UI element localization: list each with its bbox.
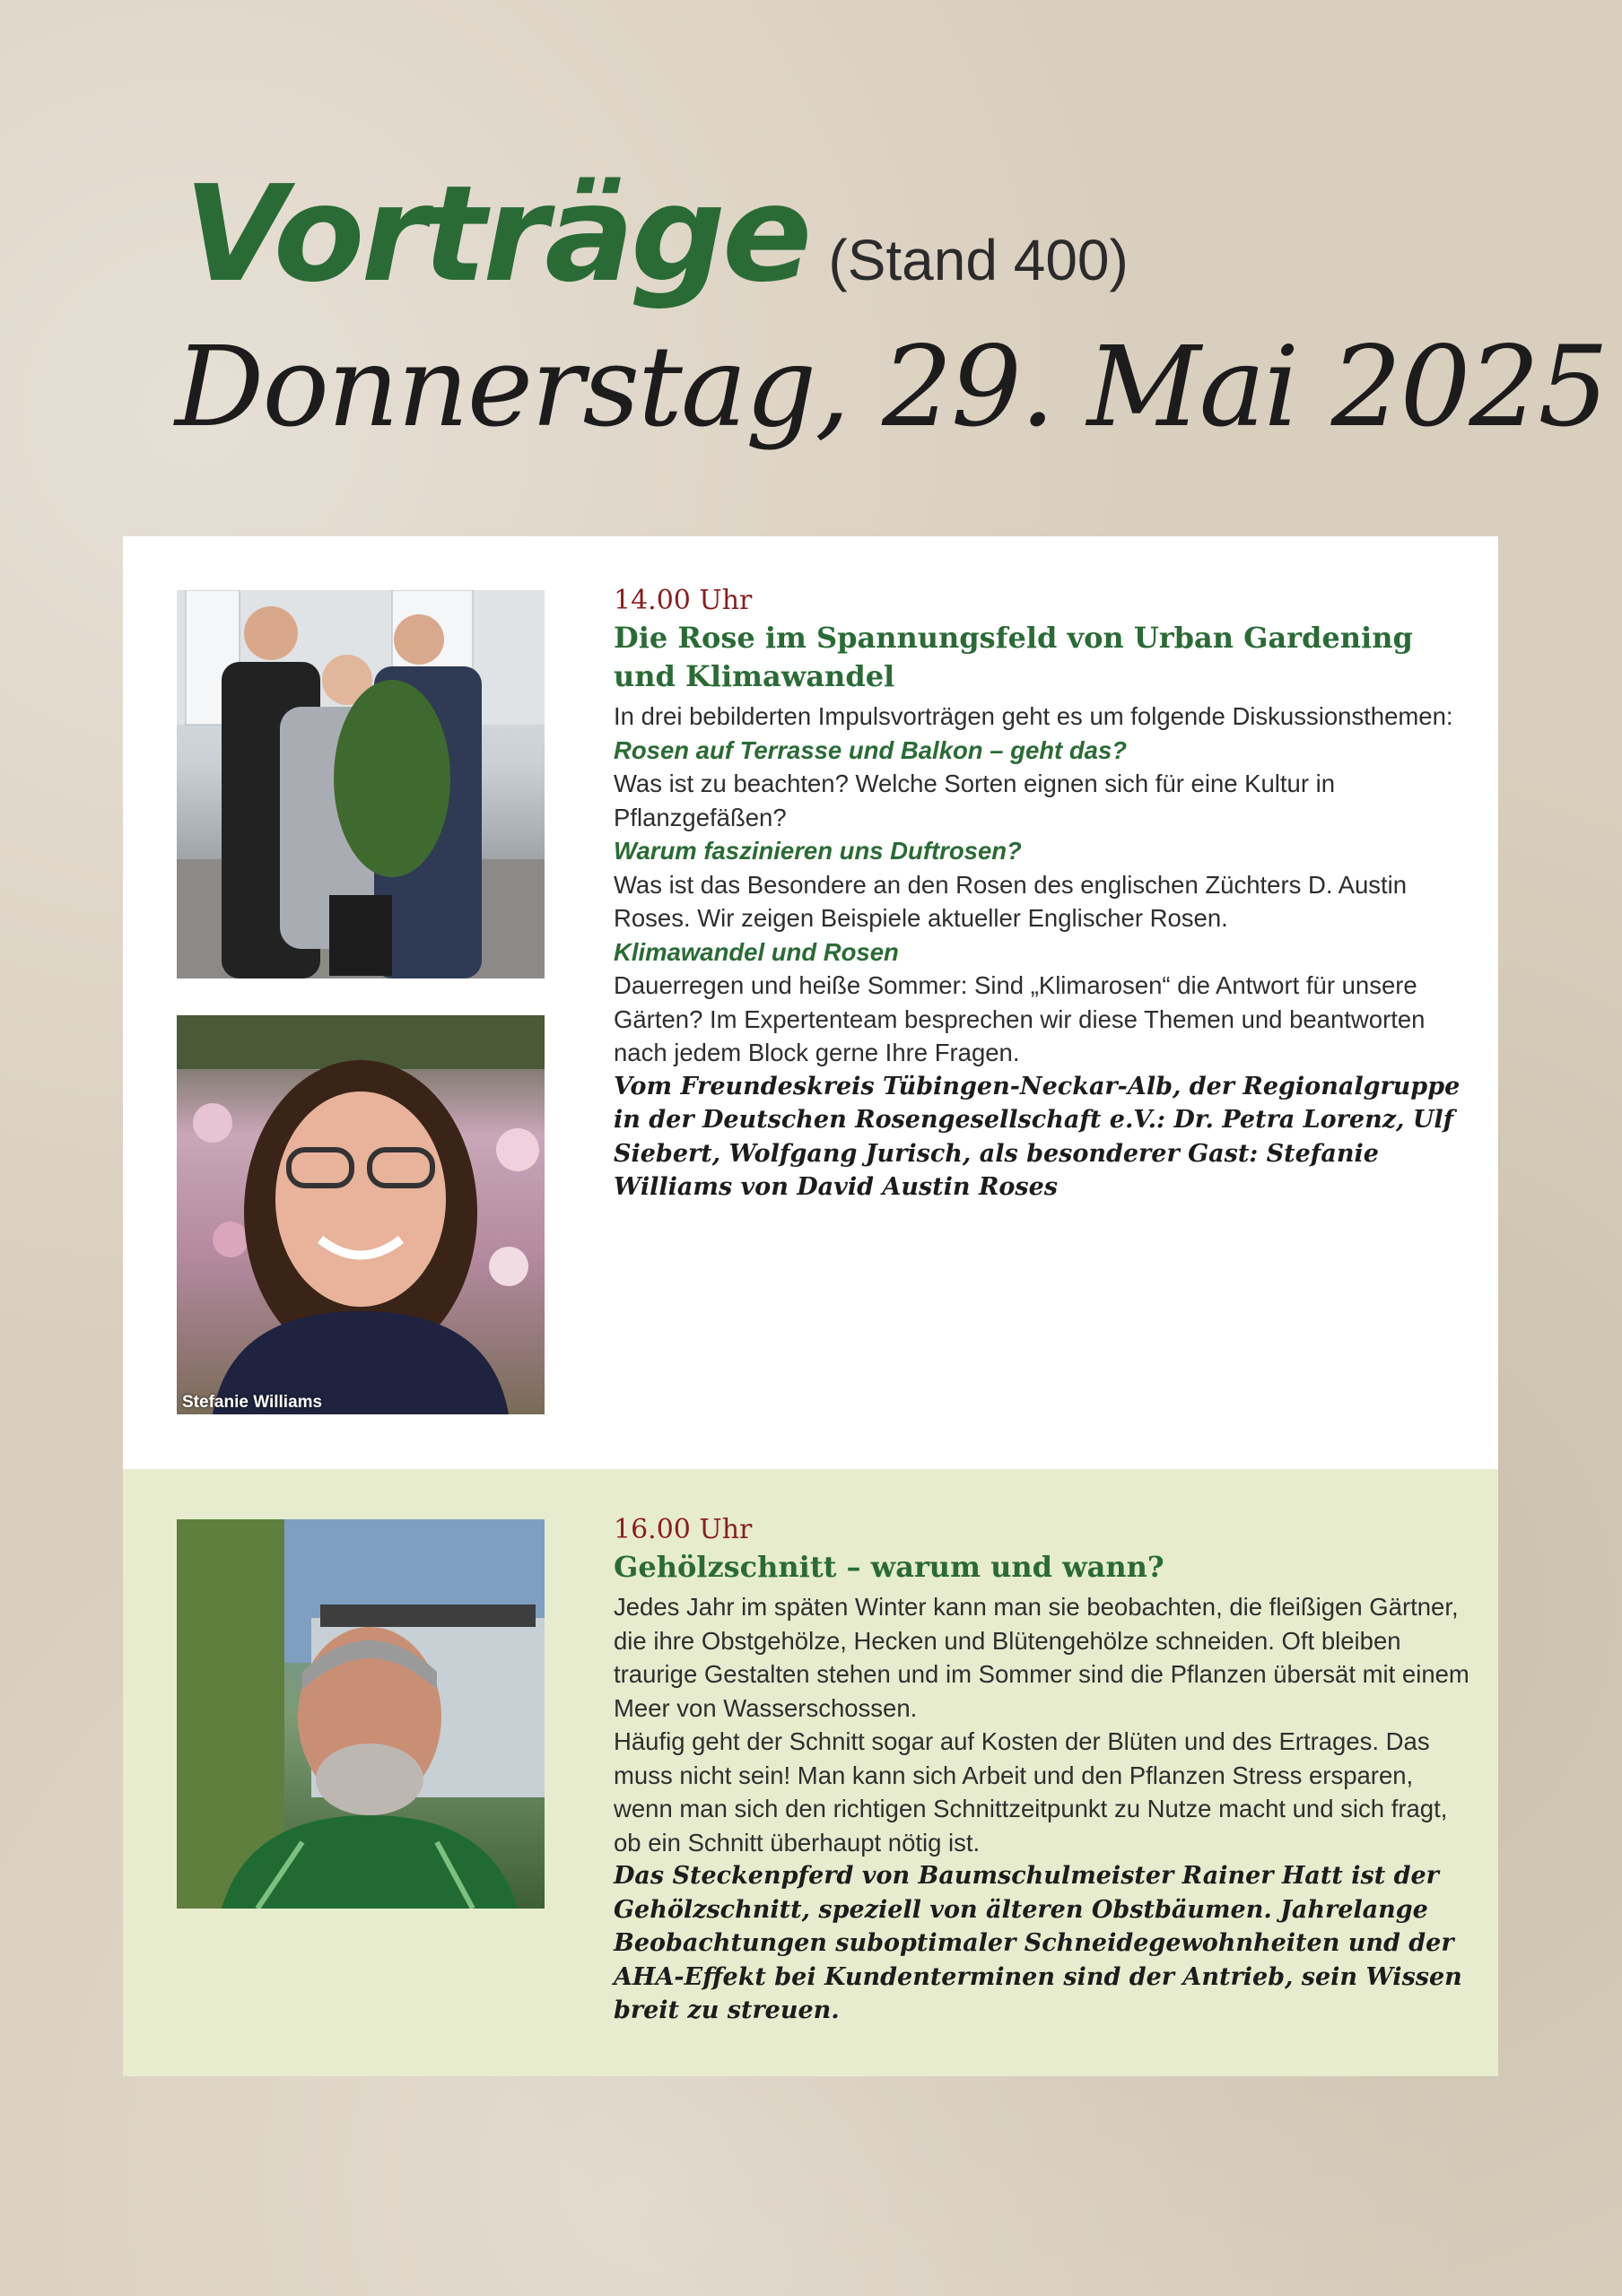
talk1-credit: Vom Freundeskreis Tübingen-Neckar-Alb, der Regionalgruppe in der Deutschen Rosengesellschaft e.V.: Dr. Petra Lorenz, Ulf Siebert, Wolfgang Jurisch, als besonderer Gast: Stefanie Williams von David Austin Roses bbox=[614, 1072, 1461, 1201]
topic-heading: Rosen auf Terrasse und Balkon – geht das? bbox=[614, 735, 1128, 764]
stand-number: (Stand 400) bbox=[828, 228, 1129, 292]
talk2-paragraph-1: Jedes Jahr im späten Winter kann man sie beobachten, die fleißigen Gärtner, die ihre Obstgehölze, Hecken und Blütengehölze schneiden. Oft bleiben traurige Gestalten stehen und im Sommer sind die Pflanzen übersät mit einem Meer von Wasserschossen. bbox=[614, 1593, 1469, 1722]
talk1-intro: In drei bebilderten Impulsvorträgen geht es um folgende Diskussionsthemen: bbox=[614, 702, 1453, 730]
talk-card-1 bbox=[123, 536, 1498, 1469]
stefanie-williams-photo bbox=[177, 1015, 545, 1414]
talk1-text bbox=[614, 583, 1475, 1205]
talk2-text bbox=[614, 1512, 1475, 2028]
talk-card-2 bbox=[123, 1469, 1498, 2076]
group-photo bbox=[177, 590, 545, 978]
talk2-title: Gehölzschnitt – warum und wann? bbox=[614, 1550, 1164, 1584]
talk2-paragraph-2: Häufig geht der Schnitt sogar auf Kosten der Blüten und des Ertrages. Das muss nicht sein! Man kann sich Arbeit und den Pflanzen Stress ersparen, wenn man sich den richtigen Schnittzeitpunkt zu Nutze macht und sich fragt, ob ein Schnitt überhaupt nötig ist. bbox=[614, 1727, 1448, 1857]
rainer-hatt-photo bbox=[177, 1519, 545, 1909]
talk1-time: 14.00 Uhr bbox=[614, 585, 753, 616]
portrait-image bbox=[177, 1519, 545, 1909]
event-date: Donnerstag, 29. Mai 2025 bbox=[175, 323, 1608, 452]
talk2-credit: Das Steckenpferd von Baumschulmeister Rainer Hatt ist der Gehölzschnitt, speziell von älteren Obstbäumen. Jahrelange Beobachtungen suboptimaler Schneidegewohnheiten und der AHA-Effekt bei Kundenterminen sind der Antrieb, sein Wissen breit zu streuen. bbox=[614, 1862, 1462, 2024]
topic-text: Was ist das Besondere an den Rosen des englischen Züchters D. Austin Roses. Wir zeigen Beispiele aktueller Englischer Rosen. bbox=[614, 870, 1408, 932]
topic-heading: Warum faszinieren uns Duftrosen? bbox=[614, 837, 1022, 865]
talk2-time: 16.00 Uhr bbox=[614, 1514, 753, 1545]
group-photo-image bbox=[177, 590, 545, 978]
topic-text: Dauerregen und heiße Sommer: Sind „Klimarosen“ die Antwort für unsere Gärten? Im Expertenteam besprechen wir diese Themen und beantworten nach jedem Block gerne Ihre Fragen. bbox=[614, 971, 1426, 1066]
page-headline bbox=[184, 157, 1129, 311]
topic-text: Was ist zu beachten? Welche Sorten eignen sich für eine Kultur in Pflanzgefäßen? bbox=[614, 770, 1336, 831]
topic-heading: Klimawandel und Rosen bbox=[614, 937, 899, 966]
portrait-image bbox=[177, 1015, 545, 1414]
photo-caption: Stefanie Williams bbox=[182, 1393, 323, 1412]
talk1-title: Die Rose im Spannungsfeld von Urban Gardening und Klimawandel bbox=[614, 621, 1413, 693]
page-title: Vorträge bbox=[184, 157, 809, 311]
